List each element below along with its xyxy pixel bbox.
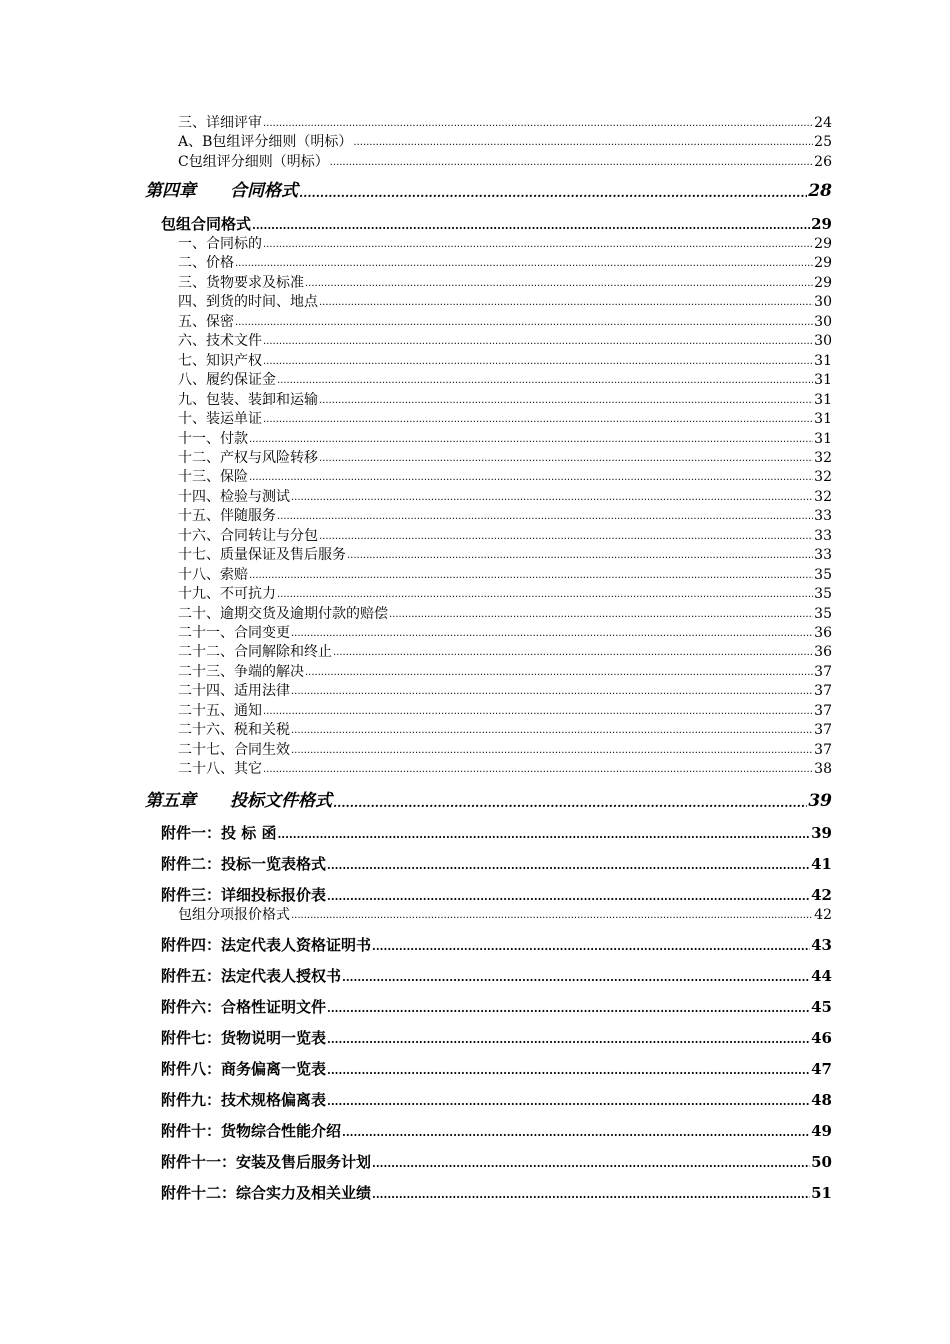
toc-entry-title: 附件一：投 标 函 bbox=[161, 824, 277, 842]
toc-entry-title: 附件十：货物综合性能介绍 bbox=[161, 1122, 342, 1140]
dot-leader bbox=[291, 911, 813, 921]
toc-page-number: 42 bbox=[814, 907, 832, 923]
toc-entry-title: 附件十二：综合实力及相关业绩 bbox=[161, 1184, 372, 1202]
toc-page-number: 33 bbox=[814, 547, 832, 564]
toc-entry[interactable] bbox=[161, 826, 832, 841]
toc-entry-title: 附件三：详细投标报价表 bbox=[161, 886, 327, 904]
dot-leader bbox=[327, 1034, 810, 1045]
toc-entry[interactable] bbox=[178, 276, 832, 290]
toc-entry-title: 八、履约保证金 bbox=[178, 372, 276, 389]
dot-leader bbox=[353, 138, 813, 148]
toc-entry[interactable] bbox=[178, 373, 832, 387]
dot-leader bbox=[263, 357, 813, 367]
toc-entry-title: 二十四、适用法律 bbox=[178, 683, 290, 700]
dot-leader bbox=[330, 158, 813, 168]
toc-page-number: 37 bbox=[814, 663, 832, 680]
toc-page-number: 30 bbox=[814, 294, 832, 311]
dot-leader bbox=[252, 220, 810, 231]
toc-page-number: 51 bbox=[811, 1184, 832, 1202]
toc-entry[interactable] bbox=[178, 704, 832, 718]
toc-entry[interactable] bbox=[161, 938, 832, 953]
toc-page-number: 43 bbox=[811, 936, 832, 954]
dot-leader bbox=[235, 259, 813, 269]
toc-entry-title: 四、到货的时间、地点 bbox=[178, 294, 318, 311]
dot-leader bbox=[263, 707, 813, 717]
toc-entry[interactable] bbox=[178, 354, 832, 368]
toc-entry[interactable] bbox=[178, 334, 832, 348]
dot-leader bbox=[333, 648, 813, 658]
chapter-title: 投标文件格式 bbox=[230, 791, 332, 811]
dot-leader bbox=[342, 972, 810, 983]
toc-page-number: 30 bbox=[814, 313, 832, 330]
toc-entry[interactable] bbox=[161, 1186, 832, 1201]
toc-entry-title: 包组分项报价格式 bbox=[178, 907, 290, 923]
toc-entry[interactable] bbox=[145, 793, 832, 810]
toc-page-number: 37 bbox=[814, 722, 832, 739]
toc-page-number: 29 bbox=[814, 255, 832, 272]
toc-entry-title bbox=[145, 183, 298, 200]
toc-entry-title: 十一、付款 bbox=[178, 430, 248, 447]
toc-entry[interactable] bbox=[161, 1093, 832, 1108]
dot-leader bbox=[249, 473, 813, 483]
toc-entry[interactable] bbox=[178, 490, 832, 504]
toc-page-number: 33 bbox=[814, 508, 832, 525]
toc-entry-title: C包组评分细则（明标） bbox=[178, 154, 329, 170]
dot-leader bbox=[389, 610, 813, 620]
toc-entry[interactable] bbox=[178, 315, 832, 329]
toc-entry-title: 十四、检验与测试 bbox=[178, 488, 290, 505]
toc-page-number: 29 bbox=[814, 274, 832, 291]
toc-entry-title: 九、包装、装卸和运输 bbox=[178, 391, 318, 408]
toc-entry-title: 二十二、合同解除和终止 bbox=[178, 644, 332, 661]
dot-leader bbox=[291, 726, 813, 736]
toc-page-number: 35 bbox=[814, 566, 832, 583]
dot-leader bbox=[327, 891, 810, 902]
toc-entry-title: 五、保密 bbox=[178, 313, 234, 330]
toc-page-number: 29 bbox=[814, 236, 832, 252]
toc-entry-title: 附件六：合格性证明文件 bbox=[161, 998, 327, 1016]
toc-page-number: 35 bbox=[814, 605, 832, 622]
dot-leader bbox=[291, 746, 813, 756]
toc-page-number: 31 bbox=[814, 391, 832, 408]
dot-leader bbox=[277, 512, 813, 522]
toc-page-number: 50 bbox=[811, 1153, 832, 1171]
toc-page-number: 31 bbox=[814, 411, 832, 428]
toc-entry-title: 附件八：商务偏离一览表 bbox=[161, 1060, 327, 1078]
toc-entry[interactable] bbox=[178, 626, 832, 640]
toc-entry[interactable] bbox=[178, 237, 832, 251]
toc-page-number: 37 bbox=[814, 683, 832, 700]
toc-entry-title: 十六、合同转让与分包 bbox=[178, 527, 318, 544]
dot-leader bbox=[319, 454, 813, 464]
toc-entry-title: 一、合同标的 bbox=[178, 236, 262, 252]
toc-page-number: 38 bbox=[814, 761, 832, 778]
dot-leader bbox=[372, 1158, 810, 1169]
toc-page-number: 49 bbox=[811, 1122, 832, 1140]
dot-leader bbox=[263, 415, 813, 425]
toc-page-number: 26 bbox=[814, 154, 832, 170]
toc-entry[interactable] bbox=[178, 607, 832, 621]
toc-page-number: 33 bbox=[814, 527, 832, 544]
toc-entry[interactable] bbox=[161, 888, 832, 903]
toc-entry[interactable] bbox=[178, 568, 832, 582]
toc-entry[interactable] bbox=[178, 587, 832, 601]
dot-leader bbox=[327, 1003, 810, 1014]
dot-leader bbox=[277, 829, 810, 840]
toc-entry-title: 附件五：法定代表人授权书 bbox=[161, 967, 342, 985]
toc-page-number: 29 bbox=[811, 215, 832, 233]
dot-leader bbox=[291, 687, 813, 697]
toc-entry[interactable] bbox=[178, 135, 832, 149]
toc-entry-title: A、B包组评分细则（明标） bbox=[178, 134, 353, 150]
dot-leader bbox=[263, 337, 813, 347]
toc-entry[interactable] bbox=[178, 762, 832, 776]
dot-leader bbox=[333, 797, 807, 809]
toc-entry[interactable] bbox=[178, 155, 832, 169]
toc-page-number: 35 bbox=[814, 586, 832, 603]
toc-entry[interactable] bbox=[161, 217, 832, 232]
toc-page-number: 37 bbox=[814, 741, 832, 758]
dot-leader bbox=[249, 571, 813, 581]
dot-leader bbox=[263, 240, 813, 250]
toc-page-number: 28 bbox=[808, 181, 832, 201]
toc-page-number: 42 bbox=[811, 886, 832, 904]
dot-leader bbox=[327, 860, 810, 871]
toc-entry[interactable] bbox=[161, 969, 832, 984]
toc-page-number: 45 bbox=[811, 998, 832, 1016]
dot-leader bbox=[372, 941, 810, 952]
toc-entry-title: 附件九：技术规格偏离表 bbox=[161, 1091, 327, 1109]
toc-entry[interactable] bbox=[178, 743, 832, 757]
toc-entry-title: 二十八、其它 bbox=[178, 761, 262, 778]
dot-leader bbox=[291, 629, 813, 639]
dot-leader bbox=[347, 551, 813, 561]
toc-entry-title: 二十六、税和关税 bbox=[178, 722, 290, 739]
toc-entry-title: 十九、不可抗力 bbox=[178, 586, 276, 603]
toc-entry[interactable] bbox=[178, 645, 832, 659]
chapter-title: 合同格式 bbox=[230, 181, 298, 201]
toc-entry-title: 十七、质量保证及售后服务 bbox=[178, 547, 346, 564]
toc-page-number: 31 bbox=[814, 372, 832, 389]
toc-entry[interactable] bbox=[178, 684, 832, 698]
toc-entry-title: 二、价格 bbox=[178, 255, 234, 272]
toc-page-number: 36 bbox=[814, 625, 832, 641]
toc-page-number: 48 bbox=[811, 1091, 832, 1109]
toc-page-number: 32 bbox=[814, 469, 832, 486]
toc-page-number: 41 bbox=[811, 855, 832, 873]
toc-entry-title: 十三、保险 bbox=[178, 469, 248, 486]
toc-page-number: 31 bbox=[814, 430, 832, 447]
toc-page-number: 25 bbox=[814, 134, 832, 150]
toc-entry[interactable] bbox=[178, 509, 832, 523]
dot-leader bbox=[263, 765, 813, 775]
dot-leader bbox=[291, 493, 813, 503]
toc-entry-title: 附件二：投标一览表格式 bbox=[161, 855, 327, 873]
toc-entry-title: 三、货物要求及标准 bbox=[178, 274, 304, 291]
dot-leader bbox=[249, 435, 813, 445]
toc-entry-title: 十五、伴随服务 bbox=[178, 508, 276, 525]
toc-page-number: 46 bbox=[811, 1029, 832, 1047]
toc-page-number: 24 bbox=[814, 115, 832, 131]
toc-entry[interactable] bbox=[178, 470, 832, 484]
dot-leader bbox=[305, 279, 813, 289]
toc-entry[interactable] bbox=[178, 665, 832, 679]
toc-entry-title: 附件七：货物说明一览表 bbox=[161, 1029, 327, 1047]
toc-entry-title: 七、知识产权 bbox=[178, 352, 262, 369]
dot-leader bbox=[372, 1189, 810, 1200]
toc-page-number: 30 bbox=[814, 333, 832, 350]
toc-entry[interactable] bbox=[161, 1031, 832, 1046]
toc-entry[interactable] bbox=[161, 1062, 832, 1077]
toc-entry[interactable] bbox=[178, 256, 832, 270]
toc-entry[interactable] bbox=[178, 116, 832, 130]
toc-entry[interactable] bbox=[161, 1155, 832, 1170]
dot-leader bbox=[342, 1127, 810, 1138]
toc-entry-title: 二十、逾期交货及逾期付款的赔偿 bbox=[178, 605, 388, 622]
toc-entry-title: 三、详细评审 bbox=[178, 115, 262, 131]
toc-entry-title: 六、技术文件 bbox=[178, 333, 262, 350]
toc-page-number: 31 bbox=[814, 352, 832, 369]
toc-entry[interactable] bbox=[178, 432, 832, 446]
dot-leader bbox=[327, 1096, 810, 1107]
toc-entry-title: 包组合同格式 bbox=[161, 215, 252, 233]
toc-entry-title: 二十一、合同变更 bbox=[178, 625, 290, 641]
toc-entry[interactable] bbox=[178, 529, 832, 543]
dot-leader bbox=[319, 532, 813, 542]
toc-page-number: 36 bbox=[814, 644, 832, 661]
dot-leader bbox=[319, 298, 813, 308]
toc-entry[interactable] bbox=[178, 412, 832, 426]
toc-entry[interactable] bbox=[161, 1124, 832, 1139]
dot-leader bbox=[263, 119, 813, 129]
toc-entry-title bbox=[145, 793, 332, 810]
toc-page-number: 32 bbox=[814, 449, 832, 466]
toc-entry[interactable] bbox=[178, 451, 832, 465]
toc-entry[interactable] bbox=[161, 857, 832, 872]
toc-entry-title: 附件十一：安装及售后服务计划 bbox=[161, 1153, 372, 1171]
chapter-number: 第五章 bbox=[145, 791, 196, 811]
chapter-number: 第四章 bbox=[145, 181, 196, 201]
toc-entry[interactable] bbox=[178, 723, 832, 737]
dot-leader bbox=[299, 187, 807, 199]
toc-page-number: 39 bbox=[808, 791, 832, 811]
toc-page-number: 47 bbox=[811, 1060, 832, 1078]
toc-entry-title: 二十五、通知 bbox=[178, 702, 262, 719]
dot-leader bbox=[235, 318, 813, 328]
toc-entry-title: 附件四：法定代表人资格证明书 bbox=[161, 936, 372, 954]
toc-entry-title: 十八、索赔 bbox=[178, 566, 248, 583]
dot-leader bbox=[277, 590, 813, 600]
toc-entry-title: 二十七、合同生效 bbox=[178, 741, 290, 758]
toc-entry-title: 十、装运单证 bbox=[178, 411, 262, 428]
toc-entry[interactable] bbox=[145, 183, 832, 200]
toc-page-number: 32 bbox=[814, 488, 832, 505]
toc-page-number: 37 bbox=[814, 702, 832, 719]
toc-entry[interactable] bbox=[178, 548, 832, 562]
dot-leader bbox=[327, 1065, 810, 1076]
toc-page-number: 44 bbox=[811, 967, 832, 985]
toc-entry[interactable] bbox=[161, 1000, 832, 1015]
toc-entry[interactable] bbox=[178, 295, 832, 309]
toc-entry[interactable] bbox=[178, 393, 832, 407]
dot-leader bbox=[277, 376, 813, 386]
toc-entry-title: 十二、产权与风险转移 bbox=[178, 449, 318, 466]
dot-leader bbox=[305, 668, 813, 678]
toc-entry[interactable] bbox=[178, 908, 832, 922]
dot-leader bbox=[319, 396, 813, 406]
toc-page-number: 39 bbox=[811, 824, 832, 842]
toc-entry-title: 二十三、争端的解决 bbox=[178, 663, 304, 680]
